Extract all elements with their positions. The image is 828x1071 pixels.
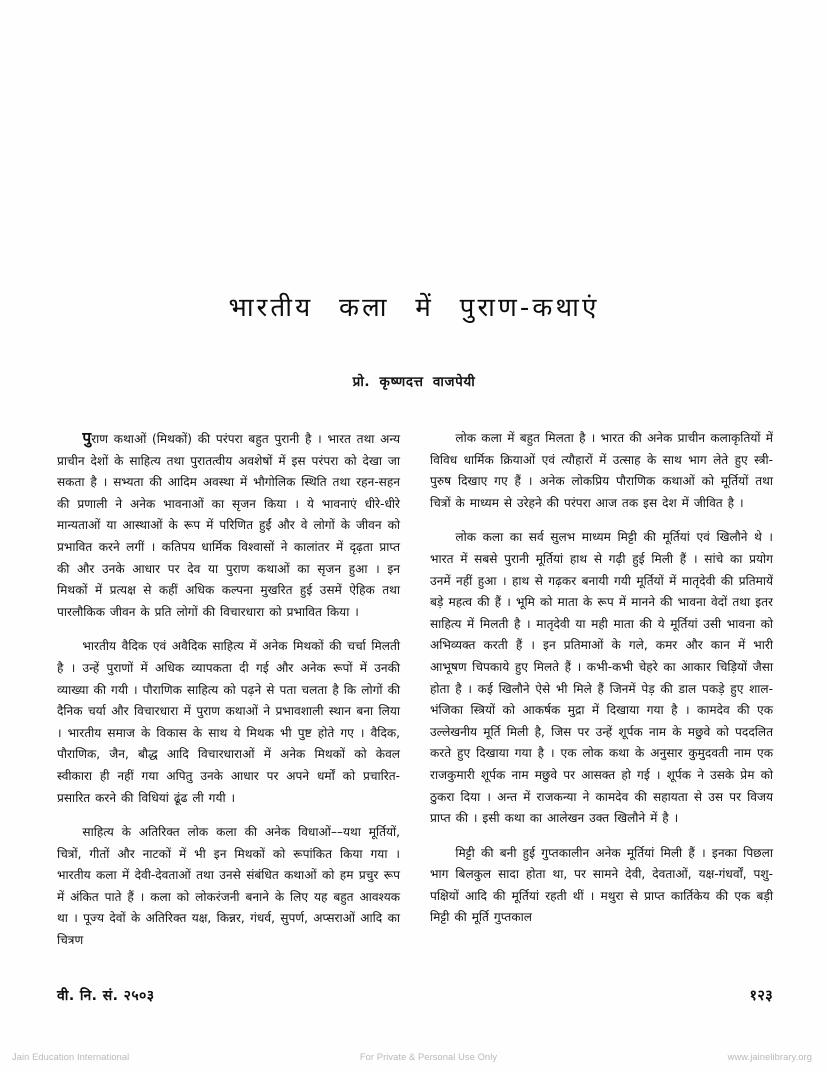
paragraph: भारतीय वैदिक एवं अवैदिक साहित्य में अनेक मिथकों की चर्चा मिलती है । उन्हें पुराणों में अधिक व्यापकता दी गई और अनेक रूपों में उनकी व्याख्या की गयी । पौराणिक साहित्य को पढ़ने से पता चलता है कि लोगों की दैनिक चर्या और विचारधारा में पुराण कथाओं ने प्रभावशाली स्थान बना लिया । भारतीय समाज के विकास के साथ ये मिथक भी पुष्ट होते गए । वैदिक, पौराणिक, जैन, बौद्ध आदि विचारधाराओं में अनेक मिथकों को केवल स्वीकारा ही नहीं गया अपितु उनके आधार पर अपने धर्मों को प्रचारित-प्रसारित करने की विधियां ढूंढ ली गयी ।	[57, 639, 400, 805]
paragraph: साहित्य के अतिरिक्त लोक कला की अनेक विधाओं––यथा मूर्तियों, चित्रों, गीतों और नाटकों में भी इन मिथकों को रूपांकित किया गया । भारतीय कला में देवी-देवताओं तथा उनसे संबंधित कथाओं को हम प्रचुर रूप में अंकित पाते हैं । कला को लोकरंजनी बनाने के लिए यह बहुत आवश्यक था । पूज्य देवों के अतिरिक्त यक्ष, किन्नर, गंधर्व, सुपर्ण, अप्सराओं आदि का चित्रण	[57, 825, 400, 948]
era-mark: वी. नि. सं. २५०३	[57, 988, 155, 1004]
watermark-website: www.jainelibrary.org	[727, 1052, 812, 1062]
page-footer	[57, 985, 773, 1005]
byline	[0, 372, 828, 390]
page-number: १२३	[749, 988, 773, 1004]
watermark-usage-notice: For Private & Personal Use Only	[359, 1052, 498, 1062]
page-top-margin	[0, 0, 828, 278]
paragraph: पुराण कथाओं (मिथकों) की परंपरा बहुत पुरानी है । भारत तथा अन्य प्राचीन देशों के साहित्य तथा पुरातत्वीय अवशेषों में इस परंपरा को देखा जा सकता है । सभ्यता की आदिम अवस्था में भौगोलिक स्थिति तथा रहन-सहन की प्रणाली ने अनेक भावनाओं का सृजन किया । ये भावनाएं धीरे-धीरे मान्यताओं या आस्थाओं के रूप में परिणित हुईं और वे लोगों के जीवन को प्रभावित करने लगीं । कतिपय धार्मिक विश्वासों ने कालांतर में दृढ़ता प्राप्त की और उनके आधार पर देव या पुराण कथाओं का सृजन हुआ । इन मिथकों में प्रत्यक्ष से कहीं अधिक कल्पना मुखरित हुई उसमें ऐहिक तथा पारलौकिक जीवन के प्रति लोगों की विचारधारा को प्रभावित किया ।	[57, 429, 400, 619]
paragraph: लोक कला में बहुत मिलता है । भारत की अनेक प्राचीन कलाकृतियों में विविध धार्मिक क्रियाओं एवं त्यौहारों में उत्साह के साथ भाग लेते हुए स्त्री-पुरुष दिखाए गए हैं । अनेक लोकप्रिय पौराणिक कथाओं को मूर्तियों तथा चित्रों के माध्यम से उरेहने की परंपरा आज तक इस देश में जीवित है ।	[430, 431, 773, 510]
watermark-organization: Jain Education International	[12, 1052, 130, 1062]
column-left	[57, 428, 400, 952]
paragraph: लोक कला का सर्व सुलभ माध्यम मिट्टी की मूर्तियां एवं खिलौने थे । भारत में सबसे पुरानी मूर्तियां हाथ से गढ़ी हुई मिली हैं । सांचे का प्रयोग उनमें नहीं हुआ । हाथ से गढ़कर बनायी गयी मूर्तियों में मातृदेवी की प्रतिमायें बड़े महत्व की हैं । भूमि को माता के रूप में मानने की भावना वेदों तथा इतर साहित्य में मिलती है । मातृदेवी या मही माता की ये मूर्तियां उसी भावना को अभिव्यक्त करती हैं । इन प्रतिमाओं के गले, कमर और कान में भारी आभूषण चिपकाये हुए मिलते हैं । कभी-कभी चेहरे का आकार चिड़ियों जैसा होता है । कई खिलौने ऐसे भी मिले हैं जिनमें पेड़ की डाल पकड़े हुए शाल-भंजिका स्त्रियों को आकर्षक मुद्रा में दिखाया गया है । कामदेव की एक उल्लेखनीय मूर्ति मिली है, जिस पर उन्हें शूर्पक नाम के मछुवे को पददलित करते हुए दिखाया गया है । एक लोक कथा के अनुसार कुमुदवती नाम एक राजकुमारी शूर्पक नाम मछुवे पर आसक्त हो गई । शूर्पक ने उसके प्रेम को ठुकरा दिया । अन्त में राजकन्या ने कामदेव की सहायता से उस पर विजय प्राप्त की । इसी कथा का आलेखन उक्त खिलौने में है ।	[430, 530, 773, 826]
scan-watermark-strip	[0, 1043, 828, 1071]
body-columns	[57, 428, 773, 968]
column-right	[430, 428, 773, 929]
title-block	[0, 292, 828, 325]
page-title: भारतीय कला में पुराण-कथाएं	[228, 293, 600, 323]
author-name: प्रो. कृष्णदत्त वाजपेयी	[352, 374, 476, 390]
paragraph: मिट्टी की बनी हुई गुप्तकालीन अनेक मूर्तियां मिली हैं । इनका पिछला भाग बिलकुल सादा होता था, पर सामने देवी, देवताओं, यक्ष-गंधर्वों, पशु-पक्षियों आदि की मूर्तियां रहती थीं । मथुरा से प्राप्त कार्तिकेय की एक बड़ी मिट्टी की मूर्ति गुप्तकाल	[430, 845, 773, 925]
